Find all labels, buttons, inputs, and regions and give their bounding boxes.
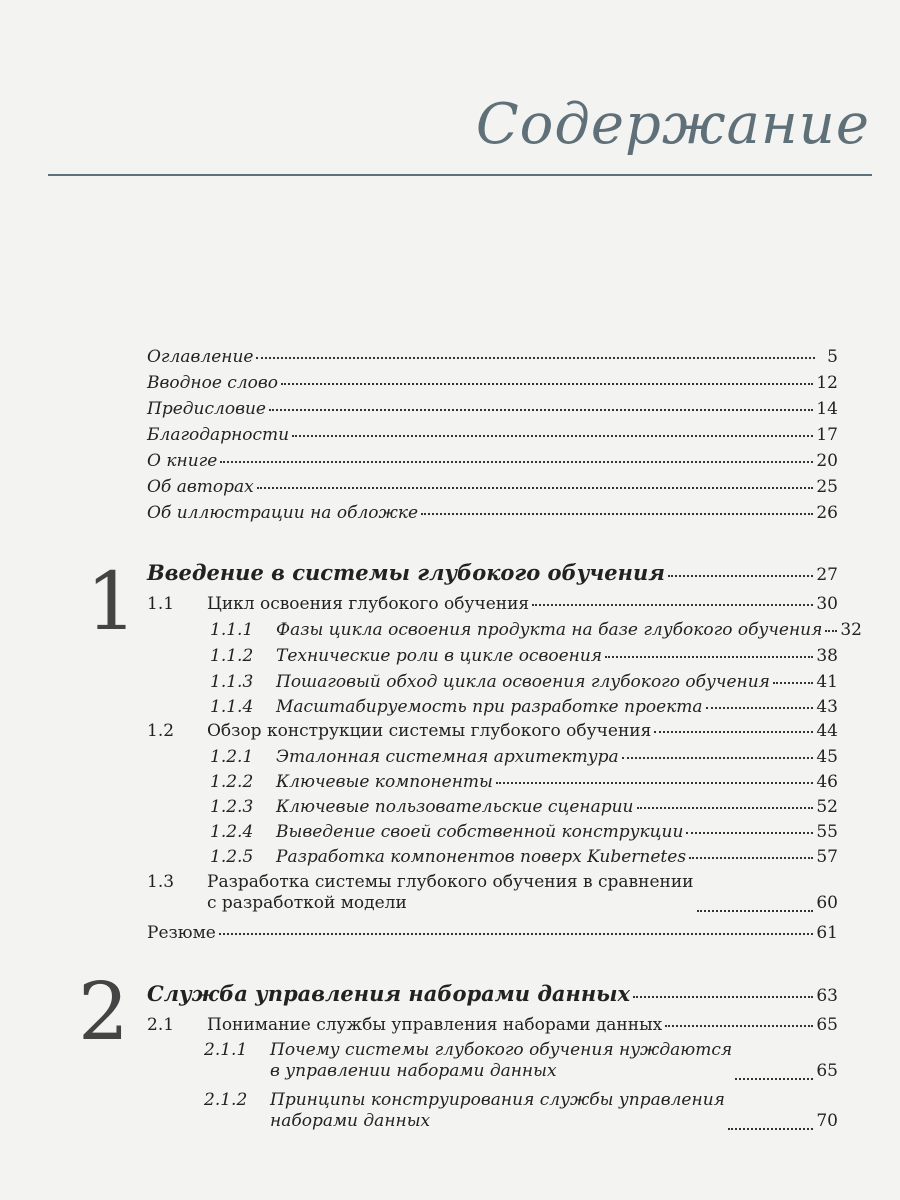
subsection-number: 2.1.1 (204, 1040, 248, 1060)
chapter-number: 2 (78, 965, 129, 1058)
subsection-number: 1.2.4 (210, 822, 254, 842)
section-title-line: Разработка системы глубокого обучения в сравнении (207, 872, 694, 892)
leader-dots (668, 575, 813, 577)
subsection-number: 2.1.2 (204, 1090, 248, 1110)
toc-page-number: 5 (827, 347, 838, 367)
toc-page-number: 30 (816, 594, 838, 614)
toc-page-number: 63 (816, 986, 838, 1006)
toc-subsection[interactable] (210, 847, 838, 868)
section-title-line: с разработкой модели (207, 893, 407, 914)
toc-subsection[interactable] (210, 822, 838, 843)
subsection-number: 1.2.1 (210, 747, 254, 767)
toc-page-number: 57 (816, 847, 838, 867)
toc-page-number: 65 (816, 1015, 838, 1035)
leader-dots (220, 461, 813, 463)
toc-subsection[interactable] (204, 1090, 838, 1133)
toc-page-number: 65 (816, 1061, 838, 1082)
toc-entry-title: Резюме (147, 923, 216, 943)
section-title: Понимание службы управления наборами данных (207, 1015, 663, 1035)
section-number: 1.3 (147, 872, 175, 892)
toc-page-number: 43 (816, 697, 838, 717)
subsection-title: Ключевые пользовательские сценарии (276, 797, 634, 817)
subsection-title: Ключевые компоненты (276, 772, 493, 792)
toc-entry-title: О книге (147, 451, 218, 471)
toc-page-number: 25 (816, 477, 838, 497)
toc-entry-title: Вводное слово (147, 373, 279, 393)
toc-entry-title: Об иллюстрации на обложке (147, 503, 419, 523)
chapter-heading[interactable] (147, 981, 838, 1007)
leader-dots (622, 757, 814, 759)
toc-page-number: 52 (816, 797, 838, 817)
toc-entry[interactable] (147, 477, 838, 498)
subsection-number: 1.2.5 (210, 847, 254, 867)
toc-entry-title: Об авторах (147, 477, 254, 497)
subsection-title: Разработка компонентов поверх Kubernetes (276, 847, 687, 867)
chapter-heading[interactable] (147, 560, 838, 586)
toc-entry[interactable] (147, 347, 838, 368)
section-title (207, 872, 694, 915)
chapter-number: 1 (86, 555, 137, 648)
subsection-title: Фазы цикла освоения продукта на базе глубокого обучения (276, 620, 823, 640)
toc-page-number: 32 (840, 620, 862, 640)
toc-page-number: 46 (816, 772, 838, 792)
toc-section[interactable] (147, 721, 838, 742)
leader-dots (735, 1078, 813, 1080)
section-title: Цикл освоения глубокого обучения (207, 594, 530, 614)
toc-entry[interactable] (147, 399, 838, 420)
subsection-title-line: в управлении наборами данных (270, 1061, 557, 1082)
leader-dots (219, 933, 814, 935)
toc-page-number: 26 (816, 503, 838, 523)
toc-page-number: 12 (816, 373, 838, 393)
section-number: 2.1 (147, 1015, 175, 1035)
toc-entry[interactable] (147, 923, 838, 944)
toc-page-number: 27 (816, 565, 838, 585)
leader-dots (633, 996, 813, 998)
toc-page-number: 41 (816, 672, 838, 692)
leader-dots (292, 435, 813, 437)
toc-subsection[interactable] (210, 747, 838, 768)
leader-dots (605, 656, 813, 658)
toc-entry[interactable] (147, 373, 838, 394)
toc-page-number: 38 (816, 646, 838, 666)
toc-page-number: 45 (816, 747, 838, 767)
toc-page-number: 60 (816, 893, 838, 914)
toc-page-number: 14 (816, 399, 838, 419)
leader-dots (706, 707, 814, 709)
leader-dots (697, 910, 814, 912)
leader-dots (281, 383, 813, 385)
toc-subsection[interactable] (210, 697, 838, 718)
toc-subsection[interactable] (210, 672, 838, 693)
chapter-title: Служба управления наборами данных (147, 981, 631, 1006)
leader-dots (421, 513, 813, 515)
toc-page-number: 70 (816, 1111, 838, 1132)
toc-page-number: 55 (816, 822, 838, 842)
leader-dots (654, 731, 813, 733)
toc-entry-title: Благодарности (147, 425, 290, 445)
toc-subsection[interactable] (210, 646, 838, 667)
leader-dots (773, 682, 813, 684)
section-number: 1.1 (147, 594, 175, 614)
toc-entry-title: Предисловие (147, 399, 266, 419)
toc-page-number: 20 (816, 451, 838, 471)
subsection-number: 1.2.2 (210, 772, 254, 792)
toc-subsection[interactable] (210, 797, 838, 818)
subsection-title-line: Почему системы глубокого обучения нуждаются (270, 1040, 733, 1060)
toc-subsection[interactable] (204, 1040, 838, 1083)
subsection-number: 1.1.2 (210, 646, 254, 666)
leader-dots (665, 1025, 813, 1027)
section-title: Обзор конструкции системы глубокого обучения (207, 721, 652, 741)
toc-entry[interactable] (147, 503, 838, 524)
leader-dots (689, 857, 813, 859)
leader-dots (496, 782, 813, 784)
subsection-number: 1.2.3 (210, 797, 254, 817)
subsection-title-line: Принципы конструирования службы управления (270, 1090, 725, 1110)
subsection-title: Пошаговый обход цикла освоения глубокого обучения (276, 672, 770, 692)
subsection-title (270, 1090, 725, 1133)
toc-section[interactable] (147, 594, 838, 615)
page-title: Содержание (475, 92, 870, 157)
toc-page-number: 17 (816, 425, 838, 445)
leader-dots (686, 832, 813, 834)
toc-page-number: 44 (816, 721, 838, 741)
toc-entry[interactable] (147, 425, 838, 446)
subsection-title: Выведение своей собственной конструкции (276, 822, 684, 842)
section-number: 1.2 (147, 721, 175, 741)
subsection-title: Технические роли в цикле освоения (276, 646, 603, 666)
toc-subsection[interactable] (210, 620, 862, 641)
toc-section[interactable] (147, 872, 838, 915)
title-divider (48, 174, 872, 176)
chapter-title: Введение в системы глубокого обучения (147, 560, 665, 585)
leader-dots (637, 807, 814, 809)
toc-subsection[interactable] (210, 772, 838, 793)
toc-section[interactable] (147, 1015, 838, 1036)
subsection-number: 1.1.4 (210, 697, 254, 717)
leader-dots (728, 1128, 813, 1130)
toc-page-number: 61 (816, 923, 838, 943)
subsection-number: 1.1.1 (210, 620, 254, 640)
leader-dots (269, 409, 813, 411)
subsection-number: 1.1.3 (210, 672, 254, 692)
leader-dots (256, 357, 815, 359)
toc-entry[interactable] (147, 451, 838, 472)
section-title-line-row (207, 893, 694, 914)
subsection-title-line: наборами данных (270, 1111, 431, 1132)
leader-dots (532, 604, 813, 606)
subsection-title (270, 1040, 732, 1083)
leader-dots (257, 487, 814, 489)
subsection-title: Масштабируемость при разработке проекта (276, 697, 703, 717)
subsection-title: Эталонная системная архитектура (276, 747, 619, 767)
toc-entry-title: Оглавление (147, 347, 254, 367)
leader-dots (825, 630, 837, 632)
